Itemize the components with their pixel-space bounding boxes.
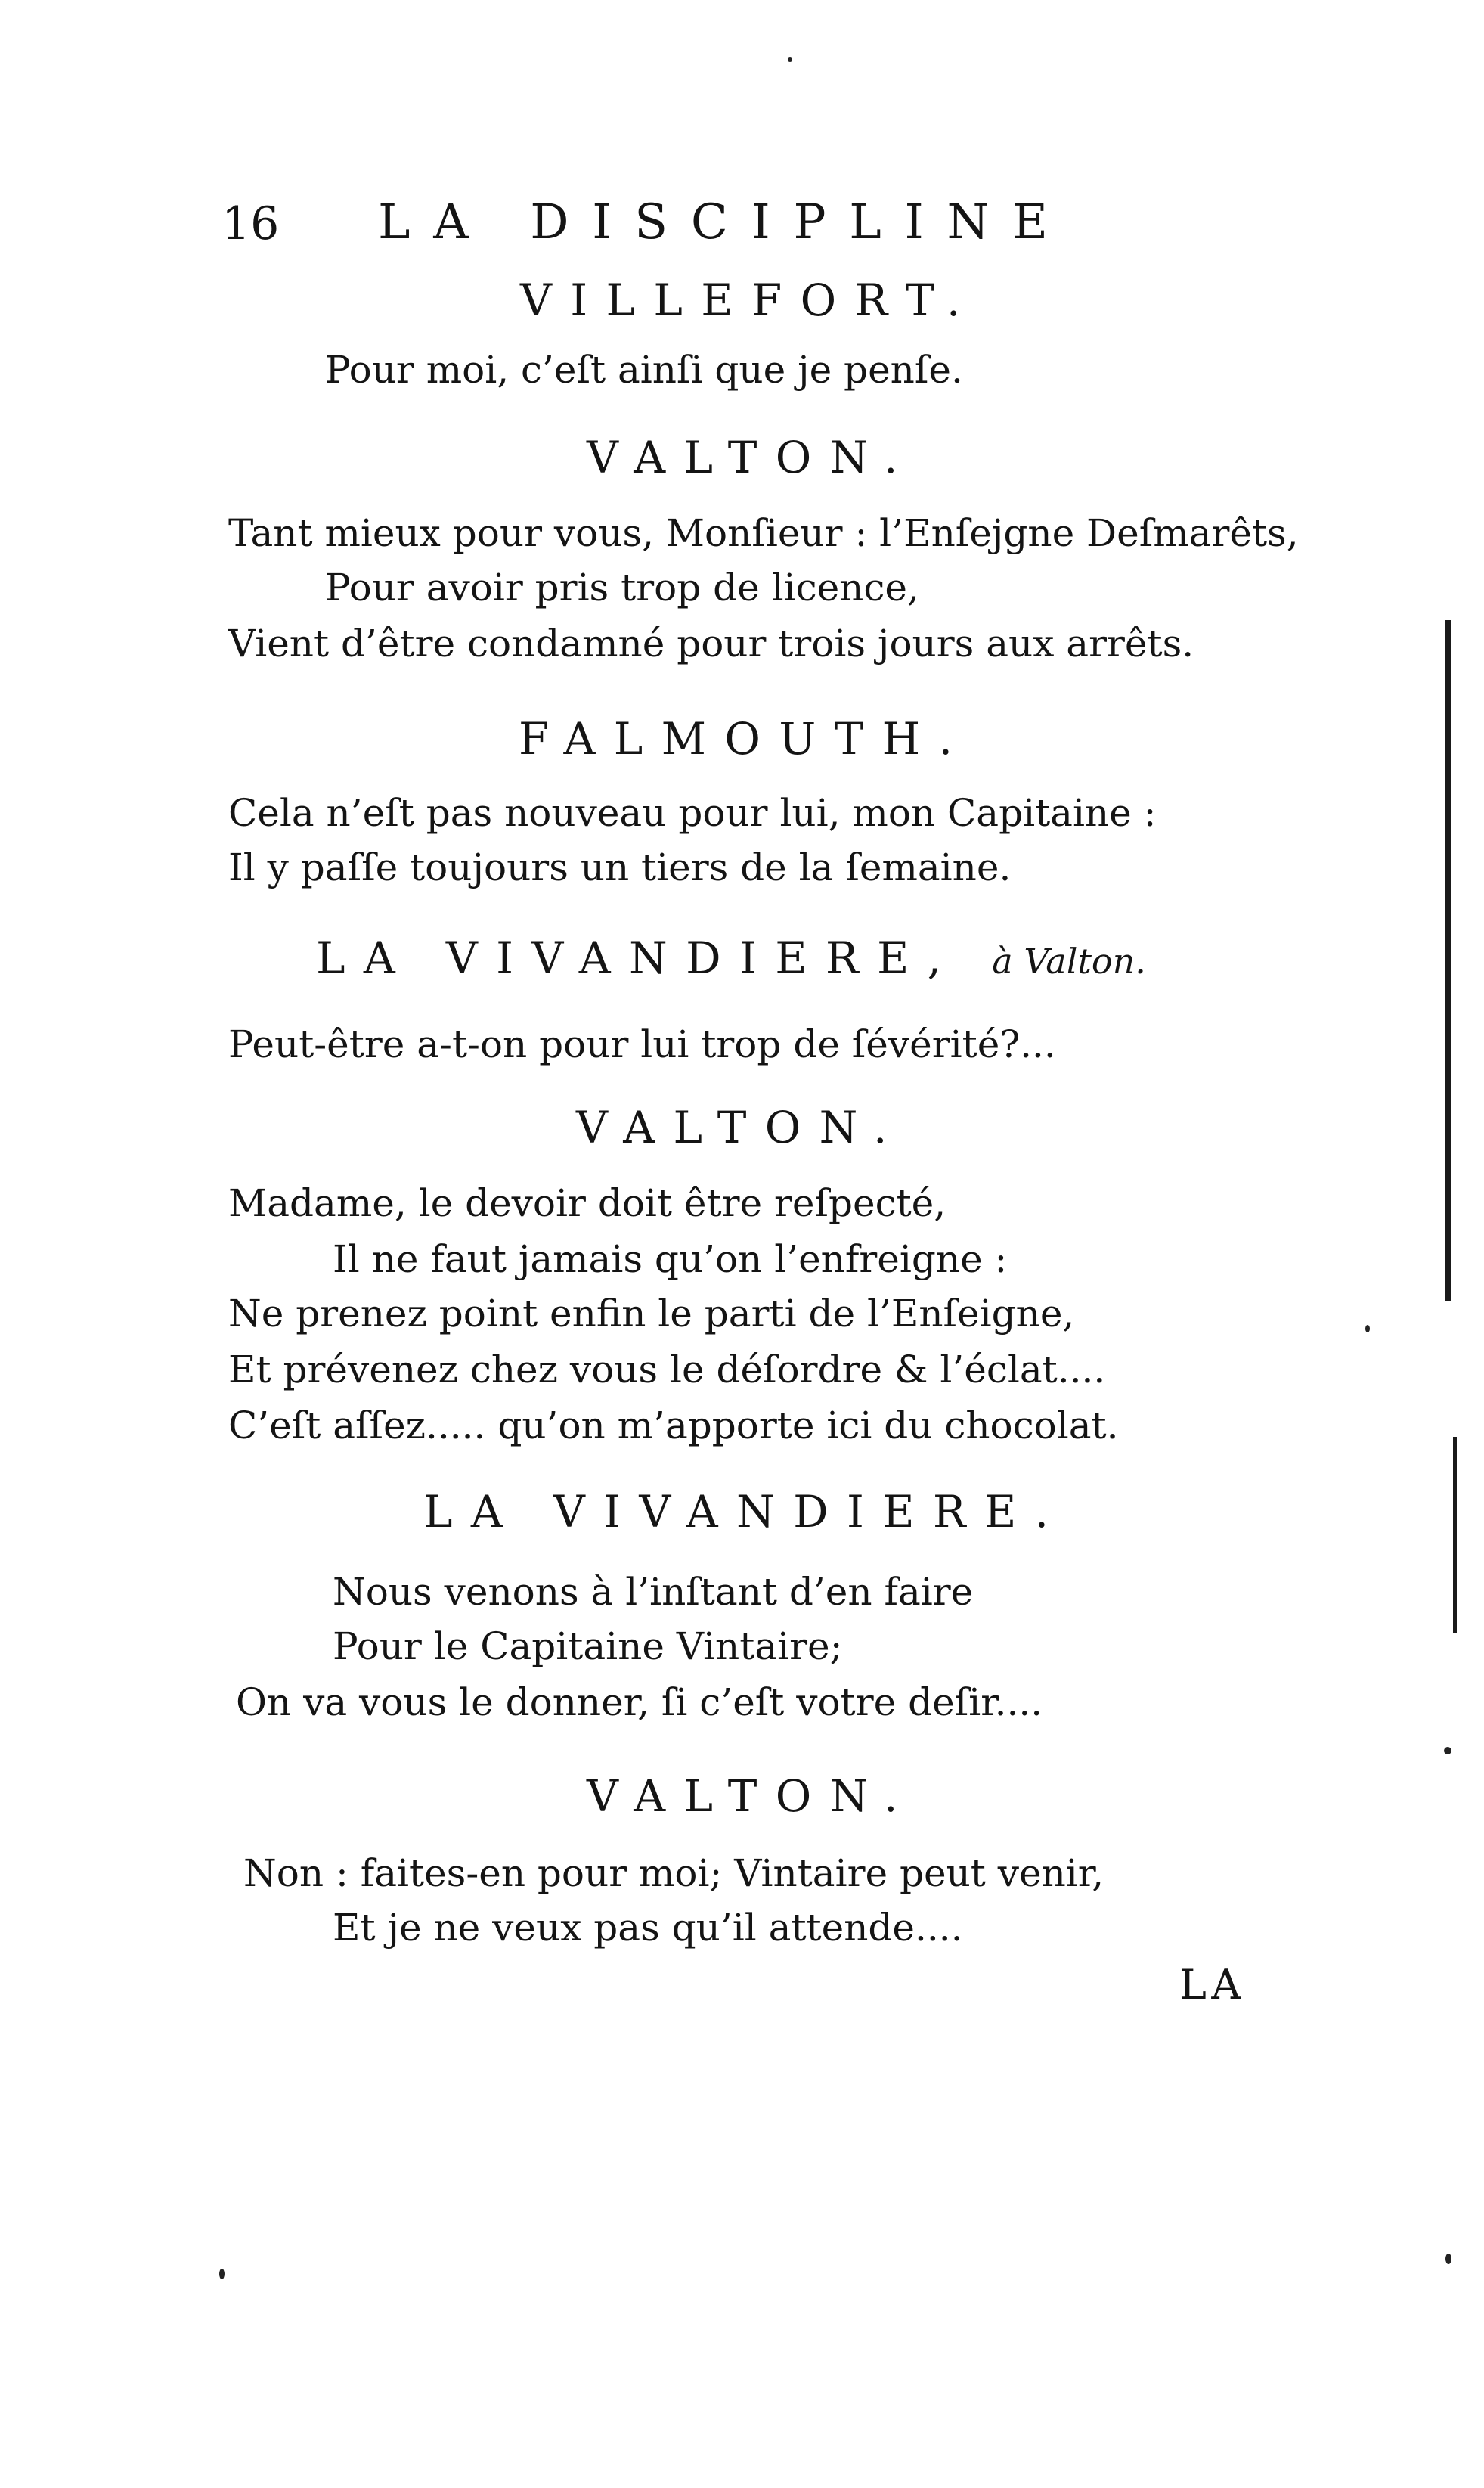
- verse-line: Peut-être a-t-on pour lui trop de ſévérité?...: [228, 1022, 1056, 1066]
- speaker-name: VALTON.: [587, 1770, 916, 1822]
- verse-line: Non : faites-en pour moi; Vintaire peut venir,: [243, 1851, 1104, 1895]
- verse-line: Madame, le devoir doit être reſpecté,: [228, 1181, 946, 1225]
- speaker-name: VILLEFORT.: [520, 275, 979, 326]
- verse-line: Tant mieux pour vous, Monſieur : l’Enſejgne Deſmarêts,: [228, 511, 1299, 555]
- speaker-name: FALMOUTH.: [519, 713, 971, 765]
- scan-speck: [788, 57, 792, 62]
- verse-line: C’eſt aſſez..... qu’on m’apporte ici du chocolat.: [228, 1404, 1119, 1447]
- verse-line: On va vous le donner, ſi c’eſt votre deſir....: [236, 1680, 1043, 1724]
- speaker-name: VALTON.: [576, 1102, 906, 1153]
- verse-line: Vient d’être condamné pour trois jours aux arrêts.: [228, 622, 1194, 665]
- speaker-label: LA VIVANDIERE,: [316, 932, 960, 984]
- page-number: 16: [222, 197, 280, 250]
- verse-line: Cela n’eſt pas nouveau pour lui, mon Capitaine :: [228, 791, 1157, 835]
- scan-edge-rule: [1453, 1437, 1457, 1633]
- speaker-name: VALTON.: [587, 432, 916, 483]
- verse-line: Nous venons à l’inſtant d’en faire: [333, 1570, 974, 1614]
- verse-line: Il y paſſe toujours un tiers de la ſemaine.: [228, 845, 1012, 889]
- catchword: LA: [1179, 1961, 1246, 2009]
- verse-line: Pour moi, c’eſt ainſi que je penſe.: [325, 348, 963, 392]
- scan-speck: [1365, 1325, 1370, 1332]
- verse-line: Il ne faut jamais qu’on l’enfreigne :: [333, 1237, 1008, 1281]
- speaker-name: [316, 932, 1146, 984]
- verse-line: Ne prenez point enfin le parti de l’Enſeigne,: [228, 1292, 1075, 1336]
- speaker-name: LA VIVANDIERE.: [423, 1486, 1067, 1537]
- scan-speck: [1444, 1747, 1451, 1754]
- verse-line: Pour avoir pris trop de licence,: [325, 566, 919, 610]
- running-title: LA DISCIPLINE: [378, 194, 1071, 250]
- scan-edge-rule: [1445, 620, 1451, 1301]
- scan-speck: [219, 2269, 225, 2279]
- verse-line: Et je ne veux pas qu’il attende....: [333, 1906, 963, 1950]
- verse-line: Et prévenez chez vous le déſordre & l’éclat....: [228, 1348, 1106, 1391]
- stage-direction: à Valton.: [992, 941, 1146, 982]
- scan-speck: [1445, 2254, 1451, 2264]
- verse-line: Pour le Capitaine Vintaire;: [333, 1624, 843, 1668]
